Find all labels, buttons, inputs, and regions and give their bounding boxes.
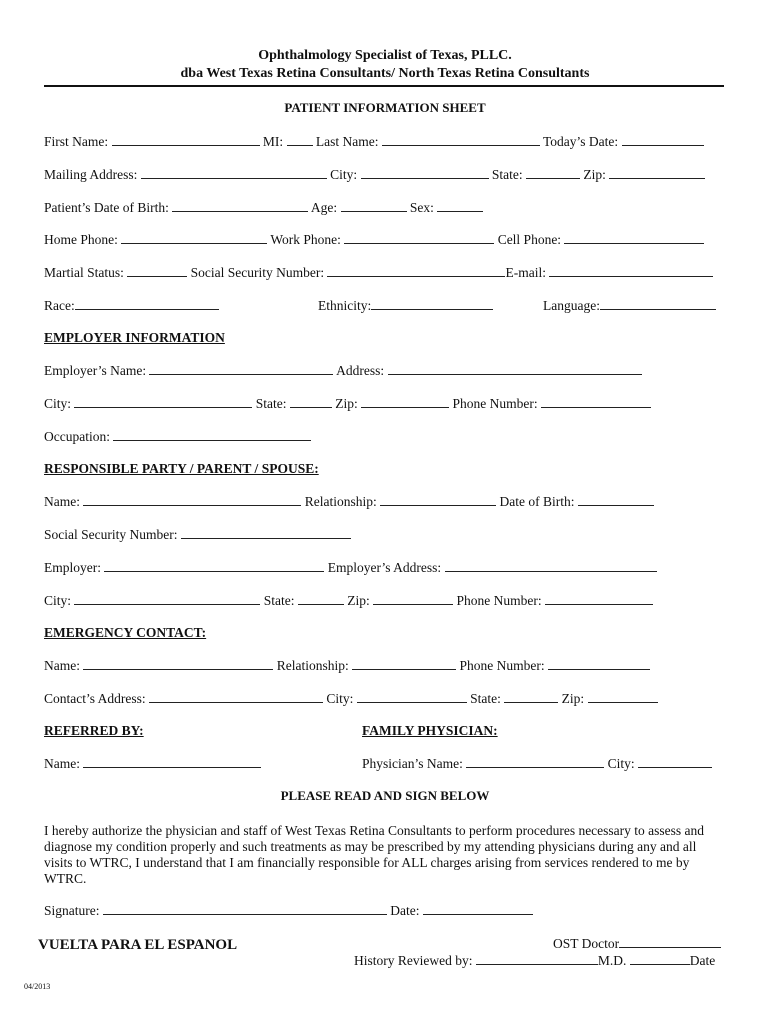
state-label: State: — [491, 167, 523, 183]
mi-label: MI: — [262, 134, 284, 150]
responsible-relationship-label: Relationship: — [304, 494, 377, 510]
emergency-address-label: Contact’s Address: — [44, 691, 146, 707]
state-field[interactable] — [526, 166, 580, 179]
physician-name-label: Physician’s Name: — [362, 756, 463, 772]
emergency-name-field[interactable] — [83, 657, 273, 670]
ethnicity-group — [318, 297, 493, 314]
language-field[interactable] — [600, 297, 716, 310]
responsible-employer-label: Employer: — [44, 560, 101, 576]
todays-date-label: Today’s Date: — [543, 134, 619, 150]
history-date-label: Date — [689, 953, 716, 969]
physician-group — [362, 755, 712, 772]
marital-status-label: Martial Status: — [44, 265, 124, 281]
employer-heading: EMPLOYER INFORMATION — [44, 330, 225, 345]
responsible-employer-field[interactable] — [104, 559, 324, 572]
employer-phone-field[interactable] — [541, 395, 651, 408]
mi-field[interactable] — [287, 133, 313, 146]
employer-address-field[interactable] — [388, 362, 642, 375]
responsible-zip-field[interactable] — [373, 592, 453, 605]
ost-doctor-field[interactable] — [619, 935, 721, 948]
row-employer-city — [44, 395, 651, 412]
page-title: PATIENT INFORMATION SHEET — [284, 100, 486, 115]
occupation-label: Occupation: — [44, 429, 110, 445]
responsible-ssn-label: Social Security Number: — [44, 527, 178, 543]
last-name-label: Last Name: — [315, 134, 379, 150]
form-version: 04/2013 — [24, 982, 51, 991]
language-group — [543, 297, 716, 314]
last-name-field[interactable] — [382, 133, 540, 146]
sex-field[interactable] — [437, 199, 483, 212]
race-field[interactable] — [75, 297, 219, 310]
row-mailing — [44, 166, 705, 183]
home-phone-label: Home Phone: — [44, 232, 118, 248]
age-label: Age: — [310, 200, 338, 216]
cell-phone-label: Cell Phone: — [497, 232, 562, 248]
signature-date-label: Date: — [390, 903, 420, 919]
ssn-field[interactable] — [327, 264, 505, 277]
row-responsible-name — [44, 493, 654, 510]
first-name-label: First Name: — [44, 134, 109, 150]
spanish-link[interactable]: VUELTA PARA EL ESPANOL — [38, 937, 238, 953]
emergency-city-field[interactable] — [357, 690, 467, 703]
work-phone-field[interactable] — [344, 231, 494, 244]
employer-state-label: State: — [255, 396, 287, 412]
employer-name-field[interactable] — [149, 362, 333, 375]
responsible-name-label: Name: — [44, 494, 80, 510]
responsible-heading: RESPONSIBLE PARTY / PARENT / SPOUSE: — [44, 461, 319, 476]
responsible-phone-field[interactable] — [545, 592, 653, 605]
marital-status-field[interactable] — [127, 264, 187, 277]
referred-name-field[interactable] — [83, 755, 261, 768]
responsible-city-field[interactable] — [74, 592, 260, 605]
responsible-state-field[interactable] — [298, 592, 344, 605]
row-occupation — [44, 428, 311, 445]
history-review-group — [354, 952, 715, 969]
row-responsible-city — [44, 592, 653, 609]
signature-label: Signature: — [44, 903, 100, 919]
employer-name-label: Employer’s Name: — [44, 363, 147, 379]
ost-doctor-group — [553, 935, 721, 952]
physician-name-field[interactable] — [466, 755, 604, 768]
employer-address-label: Address: — [336, 363, 385, 379]
employer-zip-label: Zip: — [335, 396, 358, 412]
first-name-field[interactable] — [112, 133, 260, 146]
row-responsible-ssn — [44, 526, 351, 543]
row-marital — [44, 264, 713, 281]
emergency-name-label: Name: — [44, 658, 80, 674]
responsible-relationship-field[interactable] — [380, 493, 496, 506]
authorization-heading: PLEASE READ AND SIGN BELOW — [280, 788, 490, 803]
city-label: City: — [330, 167, 358, 183]
emergency-relationship-label: Relationship: — [276, 658, 349, 674]
emergency-heading: EMERGENCY CONTACT: — [44, 625, 207, 640]
employer-city-label: City: — [44, 396, 72, 412]
work-phone-label: Work Phone: — [270, 232, 341, 248]
responsible-state-label: State: — [263, 593, 295, 609]
sex-label: Sex: — [409, 200, 434, 216]
employer-phone-label: Phone Number: — [452, 396, 538, 412]
age-field[interactable] — [341, 199, 407, 212]
responsible-ssn-field[interactable] — [181, 526, 351, 539]
emergency-zip-label: Zip: — [561, 691, 585, 707]
emergency-phone-label: Phone Number: — [459, 658, 545, 674]
referred-name-label: Name: — [44, 756, 80, 772]
practice-dba: dba West Texas Retina Consultants/ North Texas Retina Consultants — [180, 66, 590, 81]
row-emergency-address — [44, 690, 658, 707]
emergency-relationship-field[interactable] — [352, 657, 456, 670]
row-name — [44, 133, 704, 150]
row-employer-name — [44, 362, 642, 379]
ethnicity-label: Ethnicity: — [318, 298, 372, 314]
signature-field[interactable] — [103, 902, 387, 915]
employer-city-field[interactable] — [74, 395, 252, 408]
occupation-field[interactable] — [113, 428, 311, 441]
referred-name-group — [44, 755, 261, 772]
emergency-zip-field[interactable] — [588, 690, 658, 703]
responsible-zip-label: Zip: — [347, 593, 370, 609]
history-reviewed-field[interactable] — [476, 952, 598, 965]
email-field[interactable] — [549, 264, 713, 277]
emergency-state-label: State: — [470, 691, 501, 707]
responsible-employer-address-label: Employer’s Address: — [327, 560, 442, 576]
email-label: E-mail: — [505, 265, 546, 281]
responsible-employer-address-field[interactable] — [445, 559, 657, 572]
history-date-field[interactable] — [630, 952, 690, 965]
responsible-dob-label: Date of Birth: — [499, 494, 575, 510]
todays-date-field[interactable] — [622, 133, 704, 146]
responsible-phone-label: Phone Number: — [456, 593, 542, 609]
emergency-address-field[interactable] — [149, 690, 323, 703]
cell-phone-field[interactable] — [564, 231, 704, 244]
family-physician-heading: FAMILY PHYSICIAN: — [362, 723, 498, 738]
emergency-phone-field[interactable] — [548, 657, 650, 670]
race-label: Race: — [44, 298, 75, 314]
responsible-city-label: City: — [44, 593, 72, 609]
ethnicity-field[interactable] — [371, 297, 493, 310]
dob-label: Patient’s Date of Birth: — [44, 200, 169, 216]
row-responsible-employer — [44, 559, 657, 576]
home-phone-field[interactable] — [121, 231, 267, 244]
city-field[interactable] — [361, 166, 489, 179]
md-label: M.D. — [597, 953, 627, 969]
physician-city-label: City: — [607, 756, 635, 772]
emergency-state-field[interactable] — [504, 690, 558, 703]
mailing-address-label: Mailing Address: — [44, 167, 138, 183]
history-reviewed-label: History Reviewed by: — [354, 953, 473, 969]
emergency-city-label: City: — [326, 691, 354, 707]
ost-doctor-label: OST Doctor — [553, 936, 620, 952]
employer-zip-field[interactable] — [361, 395, 449, 408]
authorization-text: I hereby authorize the physician and staff of West Texas Retina Consultants to perform procedures necessary to assess and diagnose my condition properly and such treatments as may be prescribed by my attending physicians during any and all visits to WTRC, I understand that I am financially responsible for ALL charges arising from services rendered to me by WTRC. — [44, 823, 705, 886]
responsible-dob-field[interactable] — [578, 493, 654, 506]
zip-field[interactable] — [609, 166, 705, 179]
row-phones — [44, 231, 704, 248]
signature-date-field[interactable] — [423, 902, 533, 915]
ssn-label: Social Security Number: — [190, 265, 325, 281]
zip-label: Zip: — [583, 167, 606, 183]
header-divider — [44, 85, 724, 87]
responsible-name-field[interactable] — [83, 493, 301, 506]
dob-field[interactable] — [172, 199, 308, 212]
referred-heading: REFERRED BY: — [44, 723, 144, 738]
race-group — [44, 297, 219, 314]
row-emergency-name — [44, 657, 650, 674]
language-label: Language: — [543, 298, 600, 314]
physician-city-field[interactable] — [638, 755, 712, 768]
mailing-address-field[interactable] — [141, 166, 327, 179]
row-signature — [44, 902, 533, 919]
row-dob — [44, 199, 483, 216]
practice-name: Ophthalmology Specialist of Texas, PLLC. — [258, 48, 512, 63]
employer-state-field[interactable] — [290, 395, 332, 408]
